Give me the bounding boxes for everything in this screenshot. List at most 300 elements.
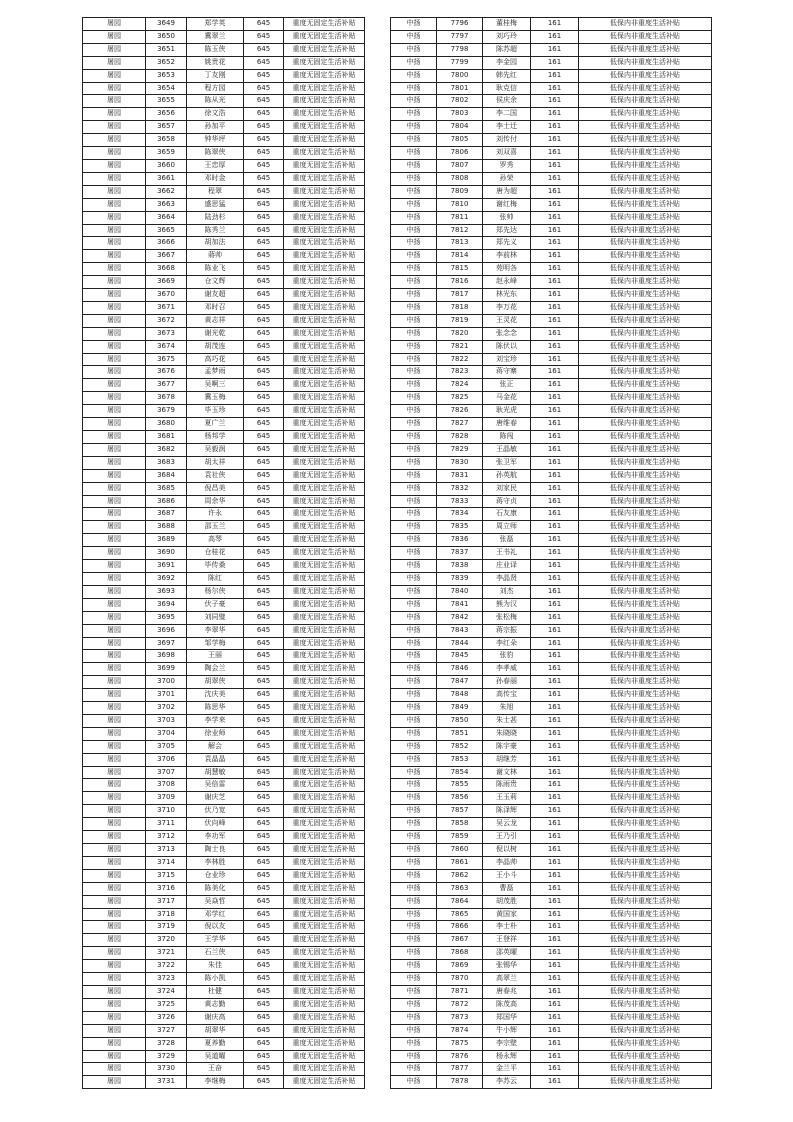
name-cell: 陆劲杉: [187, 211, 244, 224]
name-cell: 夏广兰: [187, 418, 244, 431]
table-row: [391, 301, 712, 314]
amount-cell: 645: [244, 108, 284, 121]
name-cell: 周余华: [187, 495, 244, 508]
table-row: [391, 224, 712, 237]
name-cell: 王灵花: [483, 314, 531, 327]
category-cell: 重度无固定生活补贴: [284, 585, 365, 598]
name-cell: 杨永辉: [483, 1050, 531, 1063]
amount-cell: 161: [531, 443, 579, 456]
amount-cell: 161: [531, 676, 579, 689]
category-cell: 低保内非重度生活补贴: [579, 676, 712, 689]
name-cell: 周立师: [483, 521, 531, 534]
category-cell: 低保内非重度生活补贴: [579, 211, 712, 224]
category-cell: 低保内非重度生活补贴: [579, 508, 712, 521]
table-row: [391, 366, 712, 379]
amount-cell: 645: [244, 973, 284, 986]
number-cell: 3657: [146, 121, 187, 134]
amount-cell: 645: [244, 495, 284, 508]
amount-cell: 645: [244, 18, 284, 31]
amount-cell: 645: [244, 521, 284, 534]
amount-cell: 161: [531, 211, 579, 224]
table-row: [83, 908, 365, 921]
name-cell: 高翠兰: [483, 973, 531, 986]
table-row: [391, 1063, 712, 1076]
number-cell: 7803: [437, 108, 483, 121]
amount-cell: 161: [531, 1076, 579, 1089]
number-cell: 3706: [146, 753, 187, 766]
category-cell: 低保内非重度生活补贴: [579, 1076, 712, 1089]
table-row: [83, 998, 365, 1011]
name-cell: 孙春丽: [483, 676, 531, 689]
town-cell: 屠园: [83, 831, 146, 844]
name-cell: 王小斗: [483, 869, 531, 882]
table-row: [83, 30, 365, 43]
amount-cell: 161: [531, 121, 579, 134]
amount-cell: 161: [531, 663, 579, 676]
table-row: [83, 547, 365, 560]
name-cell: 郑先义: [483, 237, 531, 250]
name-cell: 陈宇豪: [483, 740, 531, 753]
number-cell: 7872: [437, 998, 483, 1011]
amount-cell: 645: [244, 340, 284, 353]
number-cell: 3704: [146, 727, 187, 740]
name-cell: 陈思华: [187, 702, 244, 715]
town-cell: 中扬: [391, 379, 437, 392]
amount-cell: 645: [244, 753, 284, 766]
table-row: [391, 379, 712, 392]
town-cell: 中扬: [391, 1063, 437, 1076]
table-row: [83, 43, 365, 56]
table-row: [391, 508, 712, 521]
town-cell: 屠园: [83, 973, 146, 986]
amount-cell: 161: [531, 159, 579, 172]
name-cell: 刘巧玲: [483, 30, 531, 43]
name-cell: 胡翠华: [187, 1024, 244, 1037]
town-cell: 屠园: [83, 985, 146, 998]
amount-cell: 161: [531, 611, 579, 624]
number-cell: 3702: [146, 702, 187, 715]
table-row: [83, 844, 365, 857]
category-cell: 低保内非重度生活补贴: [579, 95, 712, 108]
number-cell: 7832: [437, 482, 483, 495]
town-cell: 中扬: [391, 405, 437, 418]
number-cell: 7811: [437, 211, 483, 224]
number-cell: 7815: [437, 263, 483, 276]
name-cell: 张正: [483, 379, 531, 392]
amount-cell: 161: [531, 998, 579, 1011]
table-row: [391, 676, 712, 689]
table-row: [391, 947, 712, 960]
number-cell: 3709: [146, 792, 187, 805]
table-row: [391, 314, 712, 327]
amount-cell: 161: [531, 934, 579, 947]
number-cell: 7814: [437, 250, 483, 263]
table-row: [391, 973, 712, 986]
number-cell: 3712: [146, 831, 187, 844]
category-cell: 低保内非重度生活补贴: [579, 366, 712, 379]
town-cell: 中扬: [391, 960, 437, 973]
category-cell: 低保内非重度生活补贴: [579, 263, 712, 276]
category-cell: 重度无固定生活补贴: [284, 1063, 365, 1076]
category-cell: 低保内非重度生活补贴: [579, 753, 712, 766]
number-cell: 3691: [146, 560, 187, 573]
name-cell: 赵永峰: [483, 276, 531, 289]
name-cell: 李翠华: [187, 624, 244, 637]
number-cell: 7827: [437, 418, 483, 431]
number-cell: 7820: [437, 327, 483, 340]
category-cell: 低保内非重度生活补贴: [579, 611, 712, 624]
town-cell: 中扬: [391, 534, 437, 547]
amount-cell: 645: [244, 276, 284, 289]
table-row: [391, 534, 712, 547]
amount-cell: 645: [244, 560, 284, 573]
name-cell: 王晶敏: [483, 443, 531, 456]
number-cell: 3715: [146, 869, 187, 882]
town-cell: 中扬: [391, 418, 437, 431]
town-cell: 屠园: [83, 237, 146, 250]
town-cell: 屠园: [83, 895, 146, 908]
town-cell: 中扬: [391, 908, 437, 921]
table-row: [83, 327, 365, 340]
town-cell: 屠园: [83, 598, 146, 611]
amount-cell: 161: [531, 469, 579, 482]
amount-cell: 161: [531, 1011, 579, 1024]
table-row: [83, 198, 365, 211]
name-cell: 邓时金: [187, 172, 244, 185]
number-cell: 7875: [437, 1037, 483, 1050]
name-cell: 陈从光: [187, 95, 244, 108]
category-cell: 重度无固定生活补贴: [284, 985, 365, 998]
name-cell: 陈业飞: [187, 263, 244, 276]
town-cell: 屠园: [83, 121, 146, 134]
number-cell: 7802: [437, 95, 483, 108]
table-row: [391, 69, 712, 82]
number-cell: 3675: [146, 353, 187, 366]
town-cell: 屠园: [83, 947, 146, 960]
town-cell: 屠园: [83, 714, 146, 727]
amount-cell: 161: [531, 650, 579, 663]
amount-cell: 645: [244, 1063, 284, 1076]
name-cell: 沈庆美: [187, 689, 244, 702]
category-cell: 重度无固定生活补贴: [284, 753, 365, 766]
amount-cell: 161: [531, 18, 579, 31]
name-cell: 陶士良: [187, 844, 244, 857]
amount-cell: 161: [531, 792, 579, 805]
category-cell: 重度无固定生活补贴: [284, 560, 365, 573]
amount-cell: 161: [531, 224, 579, 237]
town-cell: 中扬: [391, 598, 437, 611]
amount-cell: 645: [244, 844, 284, 857]
category-cell: 重度无固定生活补贴: [284, 792, 365, 805]
town-cell: 屠园: [83, 560, 146, 573]
table-row: [83, 534, 365, 547]
table-row: [391, 689, 712, 702]
town-cell: 中扬: [391, 456, 437, 469]
number-cell: 3664: [146, 211, 187, 224]
table-row: [391, 908, 712, 921]
category-cell: 重度无固定生活补贴: [284, 766, 365, 779]
category-cell: 低保内非重度生活补贴: [579, 340, 712, 353]
name-cell: 陈玉侠: [187, 43, 244, 56]
number-cell: 3676: [146, 366, 187, 379]
table-row: [83, 456, 365, 469]
category-cell: 重度无固定生活补贴: [284, 43, 365, 56]
table-row: [83, 805, 365, 818]
number-cell: 7863: [437, 882, 483, 895]
table-row: [391, 172, 712, 185]
number-cell: 7801: [437, 82, 483, 95]
table-row: [391, 95, 712, 108]
number-cell: 7800: [437, 69, 483, 82]
number-cell: 3649: [146, 18, 187, 31]
category-cell: 重度无固定生活补贴: [284, 1076, 365, 1089]
number-cell: 3683: [146, 456, 187, 469]
table-row: [391, 43, 712, 56]
town-cell: 屠园: [83, 869, 146, 882]
amount-cell: 645: [244, 366, 284, 379]
town-cell: 屠园: [83, 443, 146, 456]
amount-cell: 645: [244, 1050, 284, 1063]
name-cell: 王奋: [187, 1063, 244, 1076]
town-cell: 中扬: [391, 353, 437, 366]
amount-cell: 161: [531, 560, 579, 573]
name-cell: 王丽: [187, 650, 244, 663]
name-cell: 庄业译: [483, 560, 531, 573]
table-row: [83, 960, 365, 973]
name-cell: 谢友超: [187, 289, 244, 302]
category-cell: 重度无固定生活补贴: [284, 82, 365, 95]
name-cell: 伏子豪: [187, 598, 244, 611]
amount-cell: 645: [244, 818, 284, 831]
left-table: [82, 17, 365, 1089]
name-cell: 倪昌美: [187, 482, 244, 495]
number-cell: 7845: [437, 650, 483, 663]
number-cell: 3723: [146, 973, 187, 986]
number-cell: 3708: [146, 779, 187, 792]
name-cell: 盛思猛: [187, 198, 244, 211]
town-cell: 中扬: [391, 469, 437, 482]
town-cell: 中扬: [391, 572, 437, 585]
amount-cell: 645: [244, 624, 284, 637]
category-cell: 重度无固定生活补贴: [284, 95, 365, 108]
town-cell: 屠园: [83, 276, 146, 289]
amount-cell: 161: [531, 263, 579, 276]
right-table: [390, 17, 712, 1089]
name-cell: 陈红: [187, 572, 244, 585]
name-cell: 李金园: [483, 56, 531, 69]
number-cell: 7823: [437, 366, 483, 379]
table-row: [391, 882, 712, 895]
number-cell: 7862: [437, 869, 483, 882]
table-row: [391, 547, 712, 560]
town-cell: 中扬: [391, 224, 437, 237]
town-cell: 中扬: [391, 727, 437, 740]
table-row: [391, 727, 712, 740]
town-cell: 中扬: [391, 624, 437, 637]
table-row: [391, 121, 712, 134]
amount-cell: 161: [531, 250, 579, 263]
name-cell: 唐为超: [483, 185, 531, 198]
number-cell: 7867: [437, 934, 483, 947]
number-cell: 7806: [437, 147, 483, 160]
category-cell: 重度无固定生活补贴: [284, 534, 365, 547]
town-cell: 屠园: [83, 289, 146, 302]
category-cell: 重度无固定生活补贴: [284, 56, 365, 69]
number-cell: 3716: [146, 882, 187, 895]
amount-cell: 161: [531, 392, 579, 405]
amount-cell: 161: [531, 482, 579, 495]
town-cell: 中扬: [391, 676, 437, 689]
amount-cell: 161: [531, 108, 579, 121]
number-cell: 7842: [437, 611, 483, 624]
amount-cell: 645: [244, 82, 284, 95]
category-cell: 低保内非重度生活补贴: [579, 30, 712, 43]
category-cell: 低保内非重度生活补贴: [579, 121, 712, 134]
amount-cell: 161: [531, 856, 579, 869]
table-row: [83, 714, 365, 727]
amount-cell: 645: [244, 159, 284, 172]
category-cell: 低保内非重度生活补贴: [579, 908, 712, 921]
category-cell: 低保内非重度生活补贴: [579, 521, 712, 534]
town-cell: 屠园: [83, 108, 146, 121]
number-cell: 3719: [146, 921, 187, 934]
number-cell: 7847: [437, 676, 483, 689]
amount-cell: 161: [531, 405, 579, 418]
amount-cell: 645: [244, 95, 284, 108]
amount-cell: 161: [531, 895, 579, 908]
amount-cell: 161: [531, 30, 579, 43]
name-cell: 徐文浩: [187, 108, 244, 121]
name-cell: 李万花: [483, 301, 531, 314]
table-row: [391, 56, 712, 69]
town-cell: 屠园: [83, 418, 146, 431]
table-row: [83, 973, 365, 986]
category-cell: 重度无固定生活补贴: [284, 185, 365, 198]
town-cell: 屠园: [83, 779, 146, 792]
table-row: [391, 960, 712, 973]
amount-cell: 161: [531, 869, 579, 882]
number-cell: 7804: [437, 121, 483, 134]
table-row: [391, 147, 712, 160]
amount-cell: 161: [531, 340, 579, 353]
number-cell: 7877: [437, 1063, 483, 1076]
number-cell: 7855: [437, 779, 483, 792]
number-cell: 3725: [146, 998, 187, 1011]
amount-cell: 645: [244, 611, 284, 624]
table-row: [391, 998, 712, 1011]
table-row: [83, 1076, 365, 1089]
town-cell: 中扬: [391, 521, 437, 534]
amount-cell: 161: [531, 908, 579, 921]
name-cell: 李士迁: [483, 121, 531, 134]
category-cell: 低保内非重度生活补贴: [579, 585, 712, 598]
table-row: [83, 353, 365, 366]
amount-cell: 645: [244, 134, 284, 147]
category-cell: 重度无固定生活补贴: [284, 818, 365, 831]
number-cell: 7846: [437, 663, 483, 676]
category-cell: 重度无固定生活补贴: [284, 611, 365, 624]
name-cell: 张帅: [483, 211, 531, 224]
number-cell: 3670: [146, 289, 187, 302]
category-cell: 重度无固定生活补贴: [284, 263, 365, 276]
table-row: [391, 740, 712, 753]
town-cell: 中扬: [391, 869, 437, 882]
category-cell: 重度无固定生活补贴: [284, 392, 365, 405]
category-cell: 重度无固定生活补贴: [284, 805, 365, 818]
category-cell: 重度无固定生活补贴: [284, 740, 365, 753]
town-cell: 中扬: [391, 108, 437, 121]
number-cell: 7824: [437, 379, 483, 392]
number-cell: 7835: [437, 521, 483, 534]
number-cell: 3697: [146, 637, 187, 650]
town-cell: 屠园: [83, 547, 146, 560]
number-cell: 7871: [437, 985, 483, 998]
amount-cell: 161: [531, 379, 579, 392]
category-cell: 低保内非重度生活补贴: [579, 469, 712, 482]
table-row: [391, 650, 712, 663]
table-row: [83, 366, 365, 379]
table-row: [391, 753, 712, 766]
town-cell: 中扬: [391, 289, 437, 302]
number-cell: 7850: [437, 714, 483, 727]
table-row: [83, 301, 365, 314]
category-cell: 重度无固定生活补贴: [284, 456, 365, 469]
category-cell: 低保内非重度生活补贴: [579, 276, 712, 289]
town-cell: 屠园: [83, 340, 146, 353]
number-cell: 3714: [146, 856, 187, 869]
number-cell: 7874: [437, 1024, 483, 1037]
name-cell: 邹学梅: [187, 637, 244, 650]
number-cell: 3682: [146, 443, 187, 456]
amount-cell: 645: [244, 431, 284, 444]
number-cell: 7807: [437, 159, 483, 172]
number-cell: 7851: [437, 727, 483, 740]
amount-cell: 645: [244, 637, 284, 650]
name-cell: 胡继芳: [483, 753, 531, 766]
amount-cell: 645: [244, 585, 284, 598]
category-cell: 低保内非重度生活补贴: [579, 418, 712, 431]
number-cell: 3726: [146, 1011, 187, 1024]
name-cell: 徐业师: [187, 727, 244, 740]
name-cell: 夏养勤: [187, 1037, 244, 1050]
table-row: [391, 637, 712, 650]
town-cell: 中扬: [391, 30, 437, 43]
town-cell: 中扬: [391, 82, 437, 95]
number-cell: 3658: [146, 134, 187, 147]
town-cell: 中扬: [391, 43, 437, 56]
amount-cell: 645: [244, 534, 284, 547]
table-row: [391, 482, 712, 495]
category-cell: 低保内非重度生活补贴: [579, 1037, 712, 1050]
town-cell: 屠园: [83, 676, 146, 689]
table-row: [391, 805, 712, 818]
amount-cell: 645: [244, 443, 284, 456]
name-cell: 蒋守贞: [483, 495, 531, 508]
name-cell: 袁晶晶: [187, 753, 244, 766]
number-cell: 7834: [437, 508, 483, 521]
category-cell: 低保内非重度生活补贴: [579, 134, 712, 147]
category-cell: 低保内非重度生活补贴: [579, 663, 712, 676]
table-row: [83, 934, 365, 947]
amount-cell: 645: [244, 392, 284, 405]
town-cell: 屠园: [83, 624, 146, 637]
number-cell: 7843: [437, 624, 483, 637]
amount-cell: 645: [244, 740, 284, 753]
amount-cell: 645: [244, 1076, 284, 1089]
name-cell: 王学华: [187, 934, 244, 947]
name-cell: 李士朴: [483, 921, 531, 934]
table-row: [83, 263, 365, 276]
